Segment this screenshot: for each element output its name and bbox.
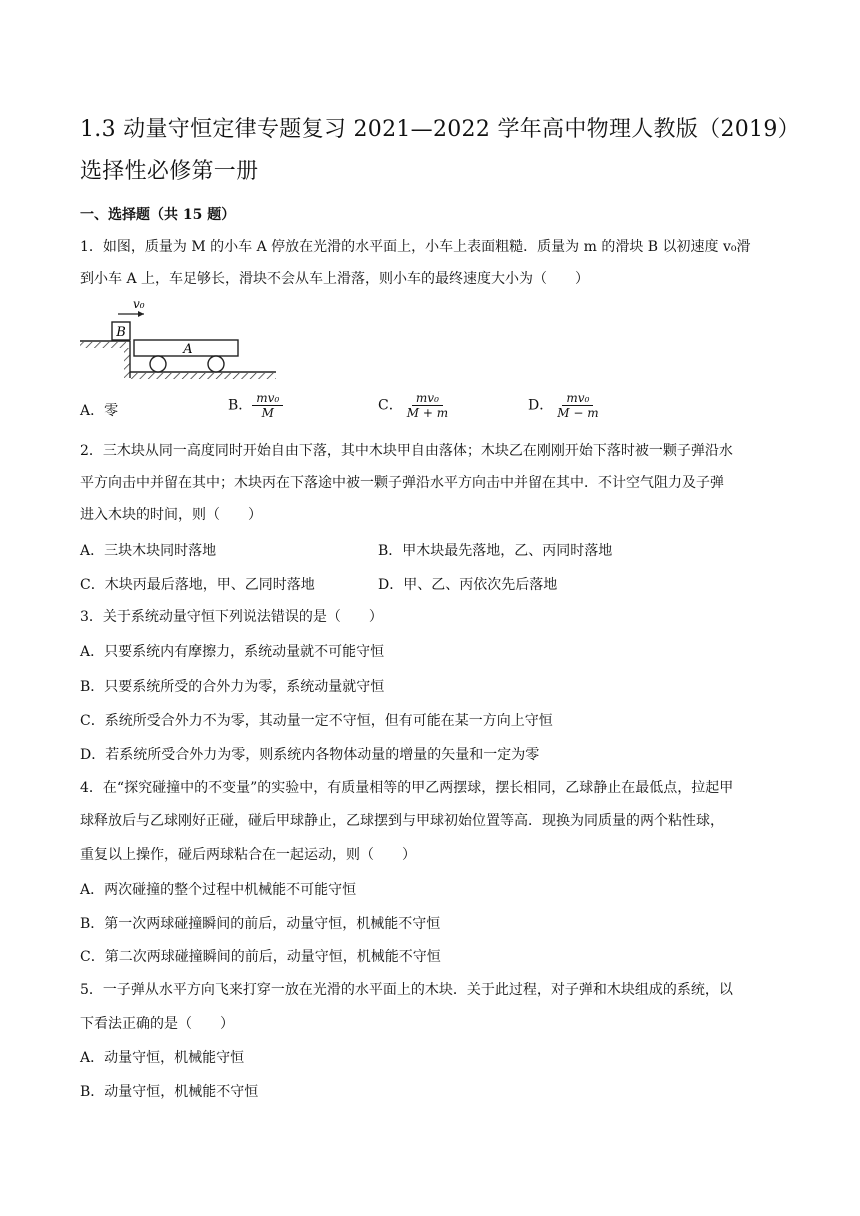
q1-option-d-denominator: M − m (557, 406, 599, 420)
velocity-label: v₀ (133, 297, 145, 311)
q1-option-b-numerator: mv₀ (252, 391, 283, 406)
q1-option-c-fraction (403, 391, 452, 420)
q1-option-d-fraction (553, 391, 602, 420)
wall-hatch (124, 348, 130, 378)
q1-option-b-prefix: B． (228, 397, 253, 414)
q2-stem-line-3: 进入木块的时间，则（ ） (80, 507, 262, 523)
document-title-line-1: 1.3 动量守恒定律专题复习 2021—2022 学年高中物理人教版（2019） (80, 117, 800, 142)
velocity-arrow-head (138, 311, 144, 317)
q2-option-b[interactable]: B．甲木块最先落地，乙、丙同时落地 (378, 543, 613, 559)
q1-option-c-prefix: C． (378, 397, 403, 414)
q2-stem-line-1: 2．三木块从同一高度同时开始自由下落，其中木块甲自由落体；木块乙在刚刚开始下落时被一颗子弹沿水 (80, 443, 733, 459)
ledge-hatch (80, 342, 126, 348)
q4-option-a[interactable]: A．两次碰撞的整个过程中机械能不可能守恒 (80, 882, 357, 898)
q2-stem-line-2: 平方向击中并留在其中；木块丙在下落途中被一颗子弹沿水平方向击中并留在其中．不计空气阻力及子弹 (80, 475, 724, 491)
q4-option-b[interactable]: B．第一次两球碰撞瞬间的前后，动量守恒，机械能不守恒 (80, 916, 441, 932)
q1-stem-line-2: 到小车 A 上，车足够长，滑块不会从车上滑落，则小车的最终速度大小为（ ） (80, 271, 590, 287)
q1-stem-line-1: 1．如图，质量为 M 的小车 A 停放在光滑的水平面上，小车上表面粗糙．质量为 m 的滑块 B 以初速度 v₀滑 (80, 239, 751, 255)
q3-stem: 3．关于系统动量守恒下列说法错误的是（ ） (80, 609, 383, 625)
q2-option-a[interactable]: A．三块木块同时落地 (80, 543, 217, 559)
q4-stem-line-3: 重复以上操作，碰后两球粘合在一起运动，则（ ） (80, 847, 416, 863)
q4-option-c[interactable]: C．第二次两球碰撞瞬间的前后，动量守恒，机械能不守恒 (80, 949, 441, 965)
document-title-line-2: 选择性必修第一册 (80, 159, 259, 184)
q4-stem-line-2: 球释放后与乙球刚好正碰，碰后甲球静止，乙球摆到与甲球初始位置等高．现换为同质量的两个粘性球， (80, 813, 724, 829)
q1-option-b-denominator: M (261, 406, 274, 420)
q5-option-a[interactable]: A．动量守恒，机械能守恒 (80, 1050, 245, 1066)
q4-stem-line-1: 4．在“探究碰撞中的不变量”的实验中，有质量相等的甲乙两摆球，摆长相同，乙球静止在最低点，拉起甲 (80, 780, 734, 796)
q3-option-b[interactable]: B．只要系统所受的合外力为零，系统动量就守恒 (80, 679, 385, 695)
q1-option-b-fraction (252, 391, 283, 420)
block-b-label: B (116, 325, 126, 340)
cart-a-label: A (183, 342, 193, 357)
q3-option-a[interactable]: A．只要系统内有摩擦力，系统动量就不可能守恒 (80, 644, 385, 660)
q1-option-b[interactable] (228, 391, 283, 420)
q1-option-d-numerator: mv₀ (562, 391, 593, 406)
q5-option-b[interactable]: B．动量守恒，机械能不守恒 (80, 1084, 259, 1100)
section-heading: 一、选择题（共 15 题） (80, 207, 236, 223)
q3-option-d[interactable]: D．若系统所受合外力为零，则系统内各物体动量的增量的矢量和一定为零 (80, 747, 540, 763)
q5-stem-line-1: 5．一子弹从水平方向飞来打穿一放在光滑的水平面上的木块．关于此过程，对子弹和木块组成的系统，以 (80, 982, 733, 998)
q3-option-c[interactable]: C．系统所受合外力不为零，其动量一定不守恒，但有可能在某一方向上守恒 (80, 713, 553, 729)
cart-wheel-left (150, 356, 166, 372)
q1-option-d-prefix: D． (528, 397, 554, 414)
q1-figure-cart-block (78, 296, 278, 386)
q2-option-d[interactable]: D．甲、乙、丙依次先后落地 (378, 577, 558, 593)
q1-option-c-numerator: mv₀ (412, 391, 443, 406)
cart-wheel-right (208, 356, 224, 372)
q1-option-c-denominator: M + m (406, 406, 449, 420)
q1-option-c[interactable] (378, 391, 452, 420)
q1-option-d[interactable] (528, 391, 603, 420)
q1-option-a[interactable]: A．零 (80, 403, 119, 419)
ground-hatch (130, 373, 276, 379)
q2-option-c[interactable]: C．木块丙最后落地，甲、乙同时落地 (80, 577, 315, 593)
q5-stem-line-2: 下看法正确的是（ ） (80, 1016, 234, 1032)
